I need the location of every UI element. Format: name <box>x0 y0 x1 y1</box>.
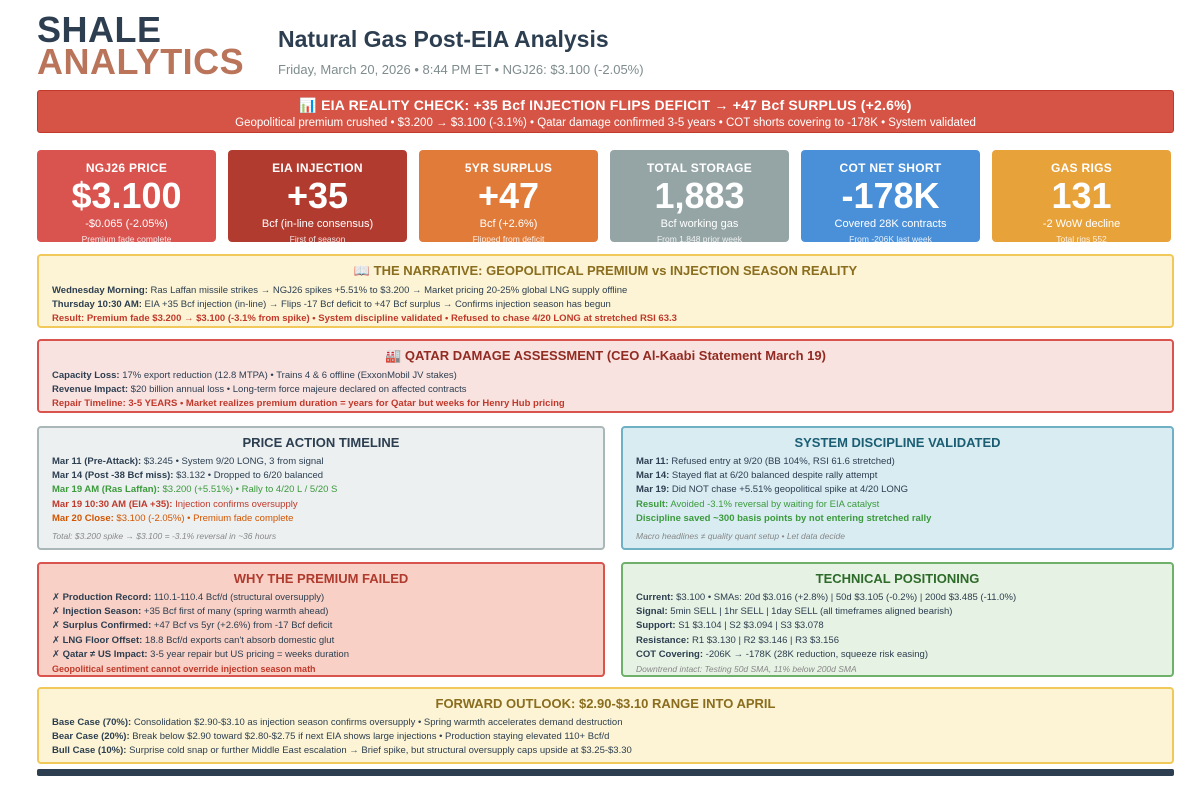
card-sub: Covered 28K contracts <box>834 218 947 230</box>
card-label: 5YR SURPLUS <box>464 161 553 175</box>
narrative-line <box>52 298 1159 312</box>
footer-bar <box>37 769 1174 776</box>
narrative-panel <box>37 254 1174 328</box>
line-label: ✗ Injection Season: <box>52 606 142 618</box>
line-label: Signal: <box>636 606 668 618</box>
technical-title: TECHNICAL POSITIONING <box>815 571 980 586</box>
why-line <box>52 619 590 633</box>
line-label: Wednesday Morning: <box>52 285 148 296</box>
timeline-line <box>52 498 590 512</box>
line-text: Ras Laffan missile strikes → NGJ26 spikes +5.51% to $3.200 → Market pricing 20-25% global LNG supply offline <box>147 285 628 296</box>
eia-banner <box>37 90 1174 133</box>
line-text: Avoided -3.1% reversal by waiting for EIA catalyst <box>668 498 880 510</box>
technical-line <box>636 648 1159 662</box>
line-label: Mar 11: <box>636 456 669 467</box>
qatar-title: 🏭 QATAR DAMAGE ASSESSMENT (CEO Al-Kaabi Statement March 19) <box>385 348 826 363</box>
metric-card-storage <box>610 150 789 242</box>
metric-card-rigs <box>992 150 1171 242</box>
page-title: Natural Gas Post-EIA Analysis <box>278 26 609 52</box>
narrative-title: 📖 THE NARRATIVE: GEOPOLITICAL PREMIUM vs INJECTION SEASON REALITY <box>353 263 858 278</box>
line-text: $3.132 • Dropped to 6/20 balanced <box>173 470 324 482</box>
qatar-line <box>52 369 1159 383</box>
card-value: 131 <box>1051 175 1112 216</box>
line-text: R1 $3.130 | R2 $3.146 | R3 $3.156 <box>689 634 839 646</box>
technical-line <box>636 634 1159 648</box>
line-text: Break below $2.90 toward $2.80-$2.75 if next EIA shows large injections • Production staying elevated 110+ Bcf/d <box>129 731 610 743</box>
card-note: Premium fade complete <box>81 234 172 244</box>
line-label: Mar 19: <box>636 484 670 496</box>
narrative-line <box>52 284 1159 298</box>
line-label: Support: <box>636 620 676 632</box>
line-label: Bear Case (20%): <box>52 731 130 743</box>
discipline-panel <box>621 426 1174 550</box>
logo <box>37 9 245 82</box>
timeline-line <box>52 469 590 483</box>
technical-panel <box>621 562 1174 677</box>
qatar-repair: Repair Timeline: 3-5 YEARS • Market realizes premium duration = years for Qatar but weeks for Henry Hub pricing <box>52 398 565 410</box>
card-value: +35 <box>286 175 349 216</box>
card-label: COT NET SHORT <box>839 161 942 175</box>
card-note: From 1,848 prior week <box>656 234 743 244</box>
card-label: NGJ26 PRICE <box>85 161 168 175</box>
card-label: EIA INJECTION <box>272 161 363 175</box>
line-text: +47 Bcf vs 5yr (+2.6%) from -17 Bcf deficit <box>151 620 333 632</box>
logo-line2: ANALYTICS <box>37 41 245 82</box>
line-text: $3.200 (+5.51%) • Rally to 4/20 L / 5/20 S <box>159 484 338 496</box>
why-failed-panel <box>37 562 605 677</box>
line-label: Mar 11 (Pre-Attack): <box>52 456 142 467</box>
line-text: $3.100 • SMAs: 20d $3.016 (+2.8%) | 50d $3.105 (-0.2%) | 200d $3.485 (-11.0%) <box>673 592 1017 603</box>
line-label: Mar 19 AM (Ras Laffan): <box>52 484 160 496</box>
logo-line1: SHALE <box>37 9 162 50</box>
line-text: 18.8 Bcf/d exports can't absorb domestic glut <box>142 634 335 646</box>
line-label: Mar 14 (Post -38 Bcf miss): <box>52 470 174 482</box>
line-label: ✗ Qatar ≠ US Impact: <box>52 648 148 660</box>
discipline-result <box>636 498 1159 512</box>
why-title: WHY THE PREMIUM FAILED <box>233 571 409 586</box>
banner-title: 📊 EIA REALITY CHECK: +35 Bcf INJECTION FLIPS DEFICIT → +47 Bcf SURPLUS (+2.6%) <box>299 97 912 113</box>
metric-card-surplus <box>419 150 598 242</box>
card-sub: Bcf (in-line consensus) <box>261 218 374 230</box>
line-text: Stayed flat at 6/20 balanced despite rally attempt <box>669 470 878 482</box>
technical-note: Downtrend intact: Testing 50d SMA, 11% below 200d SMA <box>636 664 857 675</box>
line-text: Did NOT chase +5.51% geopolitical spike at 4/20 LONG <box>669 484 909 496</box>
line-text: Surprise cold snap or further Middle East escalation → Brief spike, but structural oversupply caps upside at $3.25-$3.30 <box>126 745 632 757</box>
discipline-note: Macro headlines ≠ quality quant setup • Let data decide <box>636 531 845 542</box>
metric-card-cot <box>801 150 980 242</box>
why-line <box>52 634 590 648</box>
forward-line <box>52 744 1159 758</box>
card-note: Total rigs 552 <box>1056 234 1107 244</box>
line-text: Injection confirms oversupply <box>172 498 298 510</box>
narrative-result: Result: Premium fade $3.200 → $3.100 (-3.1% from spike) • System discipline validated • Refused to chase 4/20 LONG at stretched RSI 63.3 <box>52 313 677 325</box>
timeline-line <box>52 512 590 526</box>
discipline-line <box>636 483 1159 497</box>
discipline-saved: Discipline saved ~300 basis points by not entering stretched rally <box>636 512 932 524</box>
technical-line <box>636 605 1159 619</box>
technical-line <box>636 591 1159 605</box>
line-text: 3-5 year repair but US pricing = weeks duration <box>147 648 349 660</box>
line-text: EIA +35 Bcf injection (in-line) → Flips -17 Bcf deficit to +47 Bcf surplus → Confirms injection season has begun <box>141 299 611 311</box>
line-text: +35 Bcf first of many (spring warmth ahead) <box>141 606 329 618</box>
qatar-line <box>52 383 1159 397</box>
price-action-panel <box>37 426 605 550</box>
line-label: Mar 20 Close: <box>52 512 114 524</box>
line-label: Mar 19 10:30 AM (EIA +35): <box>52 498 173 510</box>
line-text: 5min SELL | 1hr SELL | 1day SELL (all timeframes aligned bearish) <box>667 606 953 618</box>
card-sub: -2 WoW decline <box>1042 218 1121 230</box>
card-note: First of season <box>289 234 346 244</box>
discipline-line <box>636 469 1159 483</box>
card-value: 1,883 <box>654 175 745 216</box>
line-label: Base Case (70%): <box>52 717 132 728</box>
timeline-note: Total: $3.200 spike → $3.100 = -3.1% reversal in ~36 hours <box>52 531 277 542</box>
line-text: $20 billion annual loss • Long-term force majeure declared on affected contracts <box>128 384 467 396</box>
why-line <box>52 648 590 662</box>
line-label: Bull Case (10%): <box>52 745 127 757</box>
line-label: Mar 14: <box>636 470 670 482</box>
metric-cards <box>37 150 1177 242</box>
forward-outlook-panel <box>37 687 1174 764</box>
card-value: -178K <box>841 175 940 216</box>
page-subtitle: Friday, March 20, 2026 • 8:44 PM ET • NGJ26: $3.100 (-2.05%) <box>278 62 644 77</box>
price-action-title: PRICE ACTION TIMELINE <box>242 435 400 450</box>
discipline-title: SYSTEM DISCIPLINE VALIDATED <box>794 435 1001 450</box>
line-text: Consolidation $2.90-$3.10 as injection season confirms oversupply • Spring warmth accelerates demand destruction <box>131 717 623 728</box>
forward-title: FORWARD OUTLOOK: $2.90-$3.10 RANGE INTO APRIL <box>435 696 776 711</box>
metric-card-price <box>37 150 216 242</box>
card-label: TOTAL STORAGE <box>646 161 753 175</box>
line-text: -206K → -178K (28K reduction, squeeze risk easing) <box>703 648 928 660</box>
line-label: Result: <box>636 498 669 510</box>
timeline-line <box>52 483 590 497</box>
line-text: 110.1-110.4 Bcf/d (structural oversupply) <box>151 592 325 603</box>
line-text: Refused entry at 9/20 (BB 104%, RSI 61.6 stretched) <box>668 456 895 467</box>
card-value: $3.100 <box>71 175 182 216</box>
line-label: ✗ LNG Floor Offset: <box>52 634 143 646</box>
discipline-line <box>636 455 1159 469</box>
banner-subtitle: Geopolitical premium crushed • $3.200 → $3.100 (-3.1%) • Qatar damage confirmed 3-5 years • COT shorts covering to -178K • System validated <box>235 117 976 129</box>
forward-line <box>52 716 1159 730</box>
line-text: $3.100 (-2.05%) • Premium fade complete <box>113 512 294 524</box>
card-sub: -$0.065 (-2.05%) <box>85 218 168 230</box>
technical-line <box>636 619 1159 633</box>
line-text: S1 $3.104 | S2 $3.094 | S3 $3.078 <box>675 620 824 632</box>
card-note: From -206K last week <box>849 234 932 244</box>
header <box>37 9 1177 84</box>
why-line <box>52 605 590 619</box>
line-label: ✗ Production Record: <box>52 592 152 603</box>
line-text: $3.245 • System 9/20 LONG, 3 from signal <box>141 456 324 467</box>
line-label: Resistance: <box>636 634 690 646</box>
why-conclusion: Geopolitical sentiment cannot override injection season math <box>52 664 316 675</box>
why-line <box>52 591 590 605</box>
line-label: Capacity Loss: <box>52 370 120 381</box>
line-label: ✗ Surplus Confirmed: <box>52 620 152 632</box>
card-sub: Bcf (+2.6%) <box>479 218 538 230</box>
qatar-panel <box>37 339 1174 413</box>
card-label: GAS RIGS <box>1050 161 1113 175</box>
timeline-line <box>52 455 590 469</box>
metric-card-injection <box>228 150 407 242</box>
forward-line <box>52 730 1159 744</box>
line-text: 17% export reduction (12.8 MTPA) • Trains 4 & 6 offline (ExxonMobil JV stakes) <box>119 370 457 381</box>
line-label: Thursday 10:30 AM: <box>52 299 142 311</box>
card-sub: Bcf working gas <box>660 218 739 230</box>
line-label: Revenue Impact: <box>52 384 129 396</box>
line-label: COT Covering: <box>636 648 704 660</box>
card-note: Flipped from deficit <box>472 234 545 244</box>
card-value: +47 <box>477 175 540 216</box>
line-label: Current: <box>636 592 674 603</box>
